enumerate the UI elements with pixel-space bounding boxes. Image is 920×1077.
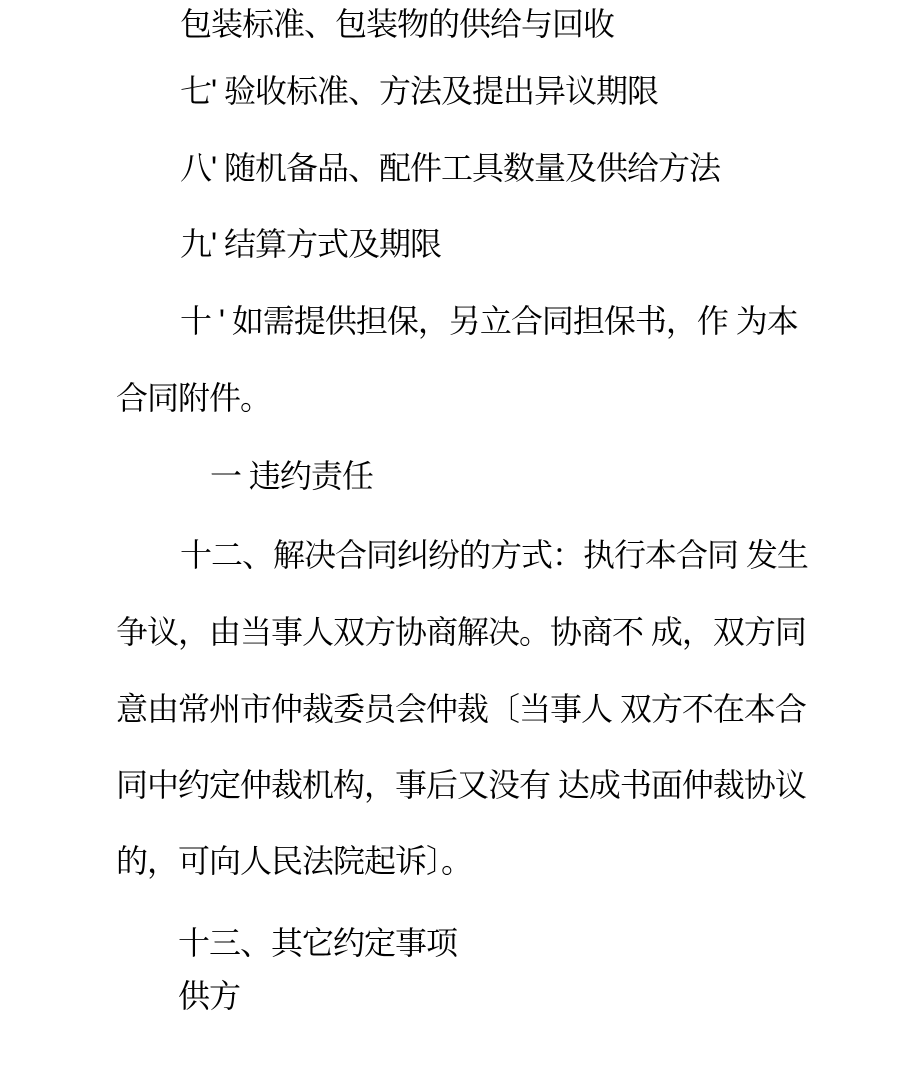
doc-line-clause-8: 八' 随机备品、配件工具数量及供给方法 xyxy=(180,150,721,186)
doc-line-clause-9: 九' 结算方式及期限 xyxy=(180,226,442,262)
doc-line-clause-12: 十二、解决合同纠纷的方式：执行本合同 发生 xyxy=(180,537,808,573)
doc-line-packaging-standard: 包装标准、包装物的供给与回收 xyxy=(180,6,615,42)
doc-line-clause-13: 十三、其它约定事项 xyxy=(178,925,458,961)
doc-line-supplier-label: 供方 xyxy=(178,978,241,1014)
doc-line-clause-10: 十 ' 如需提供担保，另立合同担保书，作 为本 xyxy=(180,303,798,339)
doc-line-clause-12-cont-4: 的，可向人民法院起诉〕。 xyxy=(116,843,473,879)
doc-line-clause-11: 一 违约责任 xyxy=(210,458,373,494)
doc-line-clause-7: 七' 验收标准、方法及提出异议期限 xyxy=(180,73,659,109)
doc-line-clause-12-cont-2: 意由常州市仲裁委员会仲裁〔当事人 双方不在本合 xyxy=(116,691,806,727)
doc-line-clause-12-cont-3: 同中约定仲裁机构，事后又没有 达成书面仲裁协议 xyxy=(116,767,806,803)
doc-line-clause-10-cont: 合同附件。 xyxy=(116,380,272,416)
doc-line-clause-12-cont-1: 争议，由当事人双方协商解决。协商不 成，双方同 xyxy=(116,614,806,650)
